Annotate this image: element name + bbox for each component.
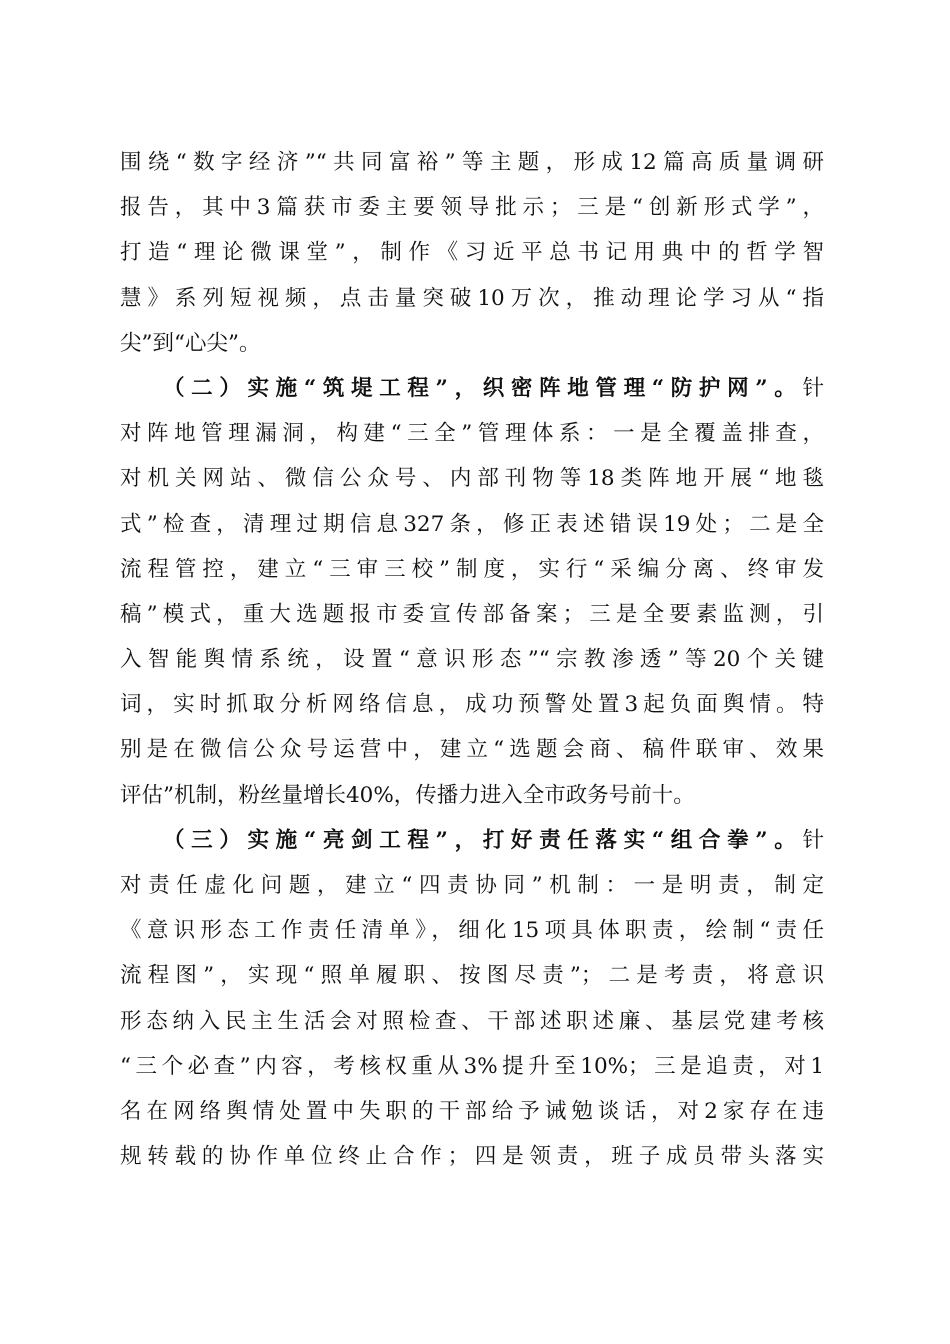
- text-line: 别是在微信公众号运营中，建立“选题会商、稿件联审、效果: [120, 737, 824, 763]
- document-body: [120, 140, 824, 1179]
- text-line: “三个必查”内容，考核权重从3%提升至10%；三是追责，对1: [120, 1053, 824, 1079]
- text-line: 词，实时抓取分析网络信息，成功预警处置3起负面舆情。特: [120, 692, 824, 718]
- text-line: 形态纳入民主生活会对照检查、干部述职述廉、基层党建考核: [120, 1008, 824, 1034]
- paragraph-3: [120, 818, 824, 1180]
- section-heading-3: （三）实施“亮剑工程”，打好责任落实“组合拳”。: [163, 827, 803, 853]
- text-line: 对机关网站、微信公众号、内部刊物等18类阵地开展“地毯: [120, 466, 824, 492]
- text-line: 入智能舆情系统，设置“意识形态”“宗教渗透”等20个关键: [120, 647, 824, 673]
- text-line: 流程管控，建立“三审三校”制度，实行“采编分离、终审发: [120, 556, 824, 582]
- section-heading-2: （二）实施“筑堤工程”，织密阵地管理“防护网”。: [163, 375, 803, 401]
- paragraph-2: [120, 366, 824, 818]
- text-line: 《意识形态工作责任清单》，细化15项具体职责，绘制“责任: [120, 918, 824, 944]
- paragraph-first-line: [120, 818, 824, 863]
- text-line: 慧》系列短视频，点击量突破10万次，推动理论学习从“指: [120, 285, 824, 311]
- text-line: 尖”到“心尖”。: [120, 330, 261, 356]
- heading-continuation: 针: [802, 375, 824, 401]
- text-line: 评估”机制，粉丝量增长40%，传播力进入全市政务号前十。: [120, 782, 695, 808]
- paragraph-1: [120, 140, 824, 366]
- paragraph-first-line: [120, 366, 824, 411]
- text-line: 打造“理论微课堂”，制作《习近平总书记用典中的哲学智: [120, 240, 824, 266]
- text-line: 规转载的协作单位终止合作；四是领责，班子成员带头落实: [120, 1144, 824, 1170]
- text-line: 报告，其中3篇获市委主要领导批示；三是“创新形式学”，: [120, 195, 824, 221]
- text-line: 流程图”，实现“照单履职、按图尽责”；二是考责，将意识: [120, 963, 824, 989]
- text-line: 稿”模式，重大选题报市委宣传部备案；三是全要素监测，引: [120, 601, 824, 627]
- text-line: 对责任虚化问题，建立“四责协同”机制：一是明责，制定: [120, 873, 824, 898]
- text-line: 式”检查，清理过期信息327条，修正表述错误19处；二是全: [120, 511, 824, 537]
- text-line: 名在网络舆情处置中失职的干部给予诫勉谈话，对2家存在违: [120, 1098, 824, 1124]
- heading-continuation: 针: [802, 827, 824, 853]
- text-line: 对阵地管理漏洞，构建“三全”管理体系：一是全覆盖排查，: [120, 421, 824, 447]
- text-line: 围绕“数字经济”“共同富裕”等主题，形成12篇高质量调研: [120, 150, 824, 175]
